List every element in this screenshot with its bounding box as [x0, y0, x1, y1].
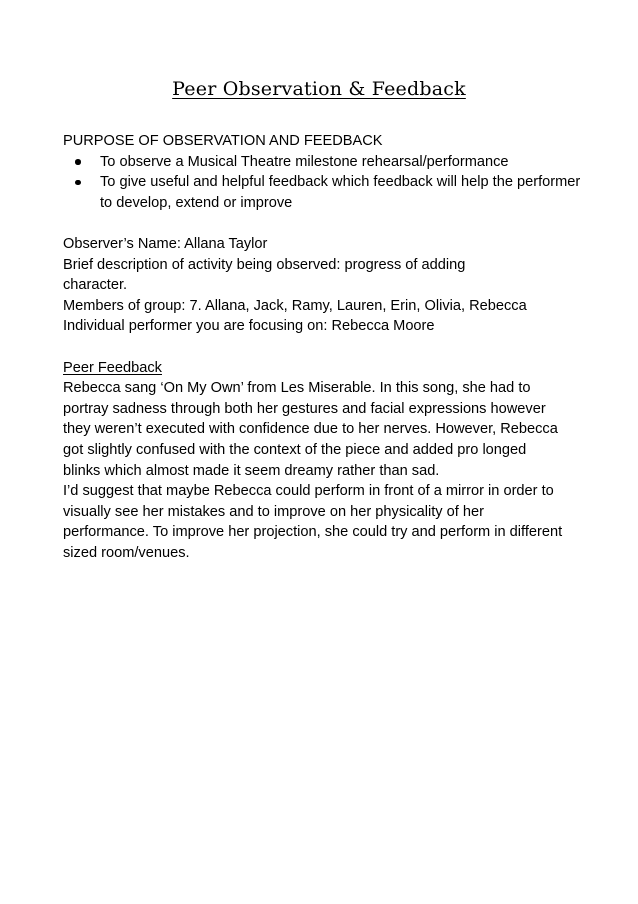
purpose-item-text: To give useful and helpful feedback which feedback will help the performer to develop, extend or improve — [100, 174, 581, 211]
purpose-heading: PURPOSE OF OBSERVATION AND FEEDBACK — [63, 133, 383, 149]
bullet-icon — [75, 180, 81, 186]
feedback-paragraph: Rebecca sang ‘On My Own’ from Les Miserable. In this song, she had to portray sadness through both her gestures and facial expressions however they weren’t executed with confidence due to her nerves. However, Rebecca got slightly confused with the context of the piece and added pro longed blinks which almost made it seem dreamy rather than sad. — [63, 380, 558, 479]
purpose-item — [63, 172, 583, 213]
group-members: Members of group: 7. Allana, Jack, Ramy, Lauren, Erin, Olivia, Rebecca — [63, 297, 527, 314]
document-body — [63, 131, 583, 563]
page-title: Peer Observation & Feedback — [172, 78, 466, 100]
feedback-paragraph: I’d suggest that maybe Rebecca could perform in front of a mirror in order to visually see her mistakes and to improve on her physicality of her performance. To improve her projection, she could try and perform in different sized room/venues. — [63, 483, 563, 561]
focus-performer: Individual performer you are focusing on: Rebecca Moore — [63, 318, 435, 335]
purpose-item-text: To observe a Musical Theatre milestone rehearsal/performance — [100, 153, 509, 170]
purpose-item — [63, 152, 583, 173]
activity-description: Brief description of activity being observed: progress of adding character. — [63, 256, 466, 294]
feedback-heading: Peer Feedback — [63, 359, 162, 376]
observer-name: Observer’s Name: Allana Taylor — [63, 235, 268, 252]
bullet-icon — [75, 159, 81, 165]
purpose-list — [63, 152, 583, 214]
